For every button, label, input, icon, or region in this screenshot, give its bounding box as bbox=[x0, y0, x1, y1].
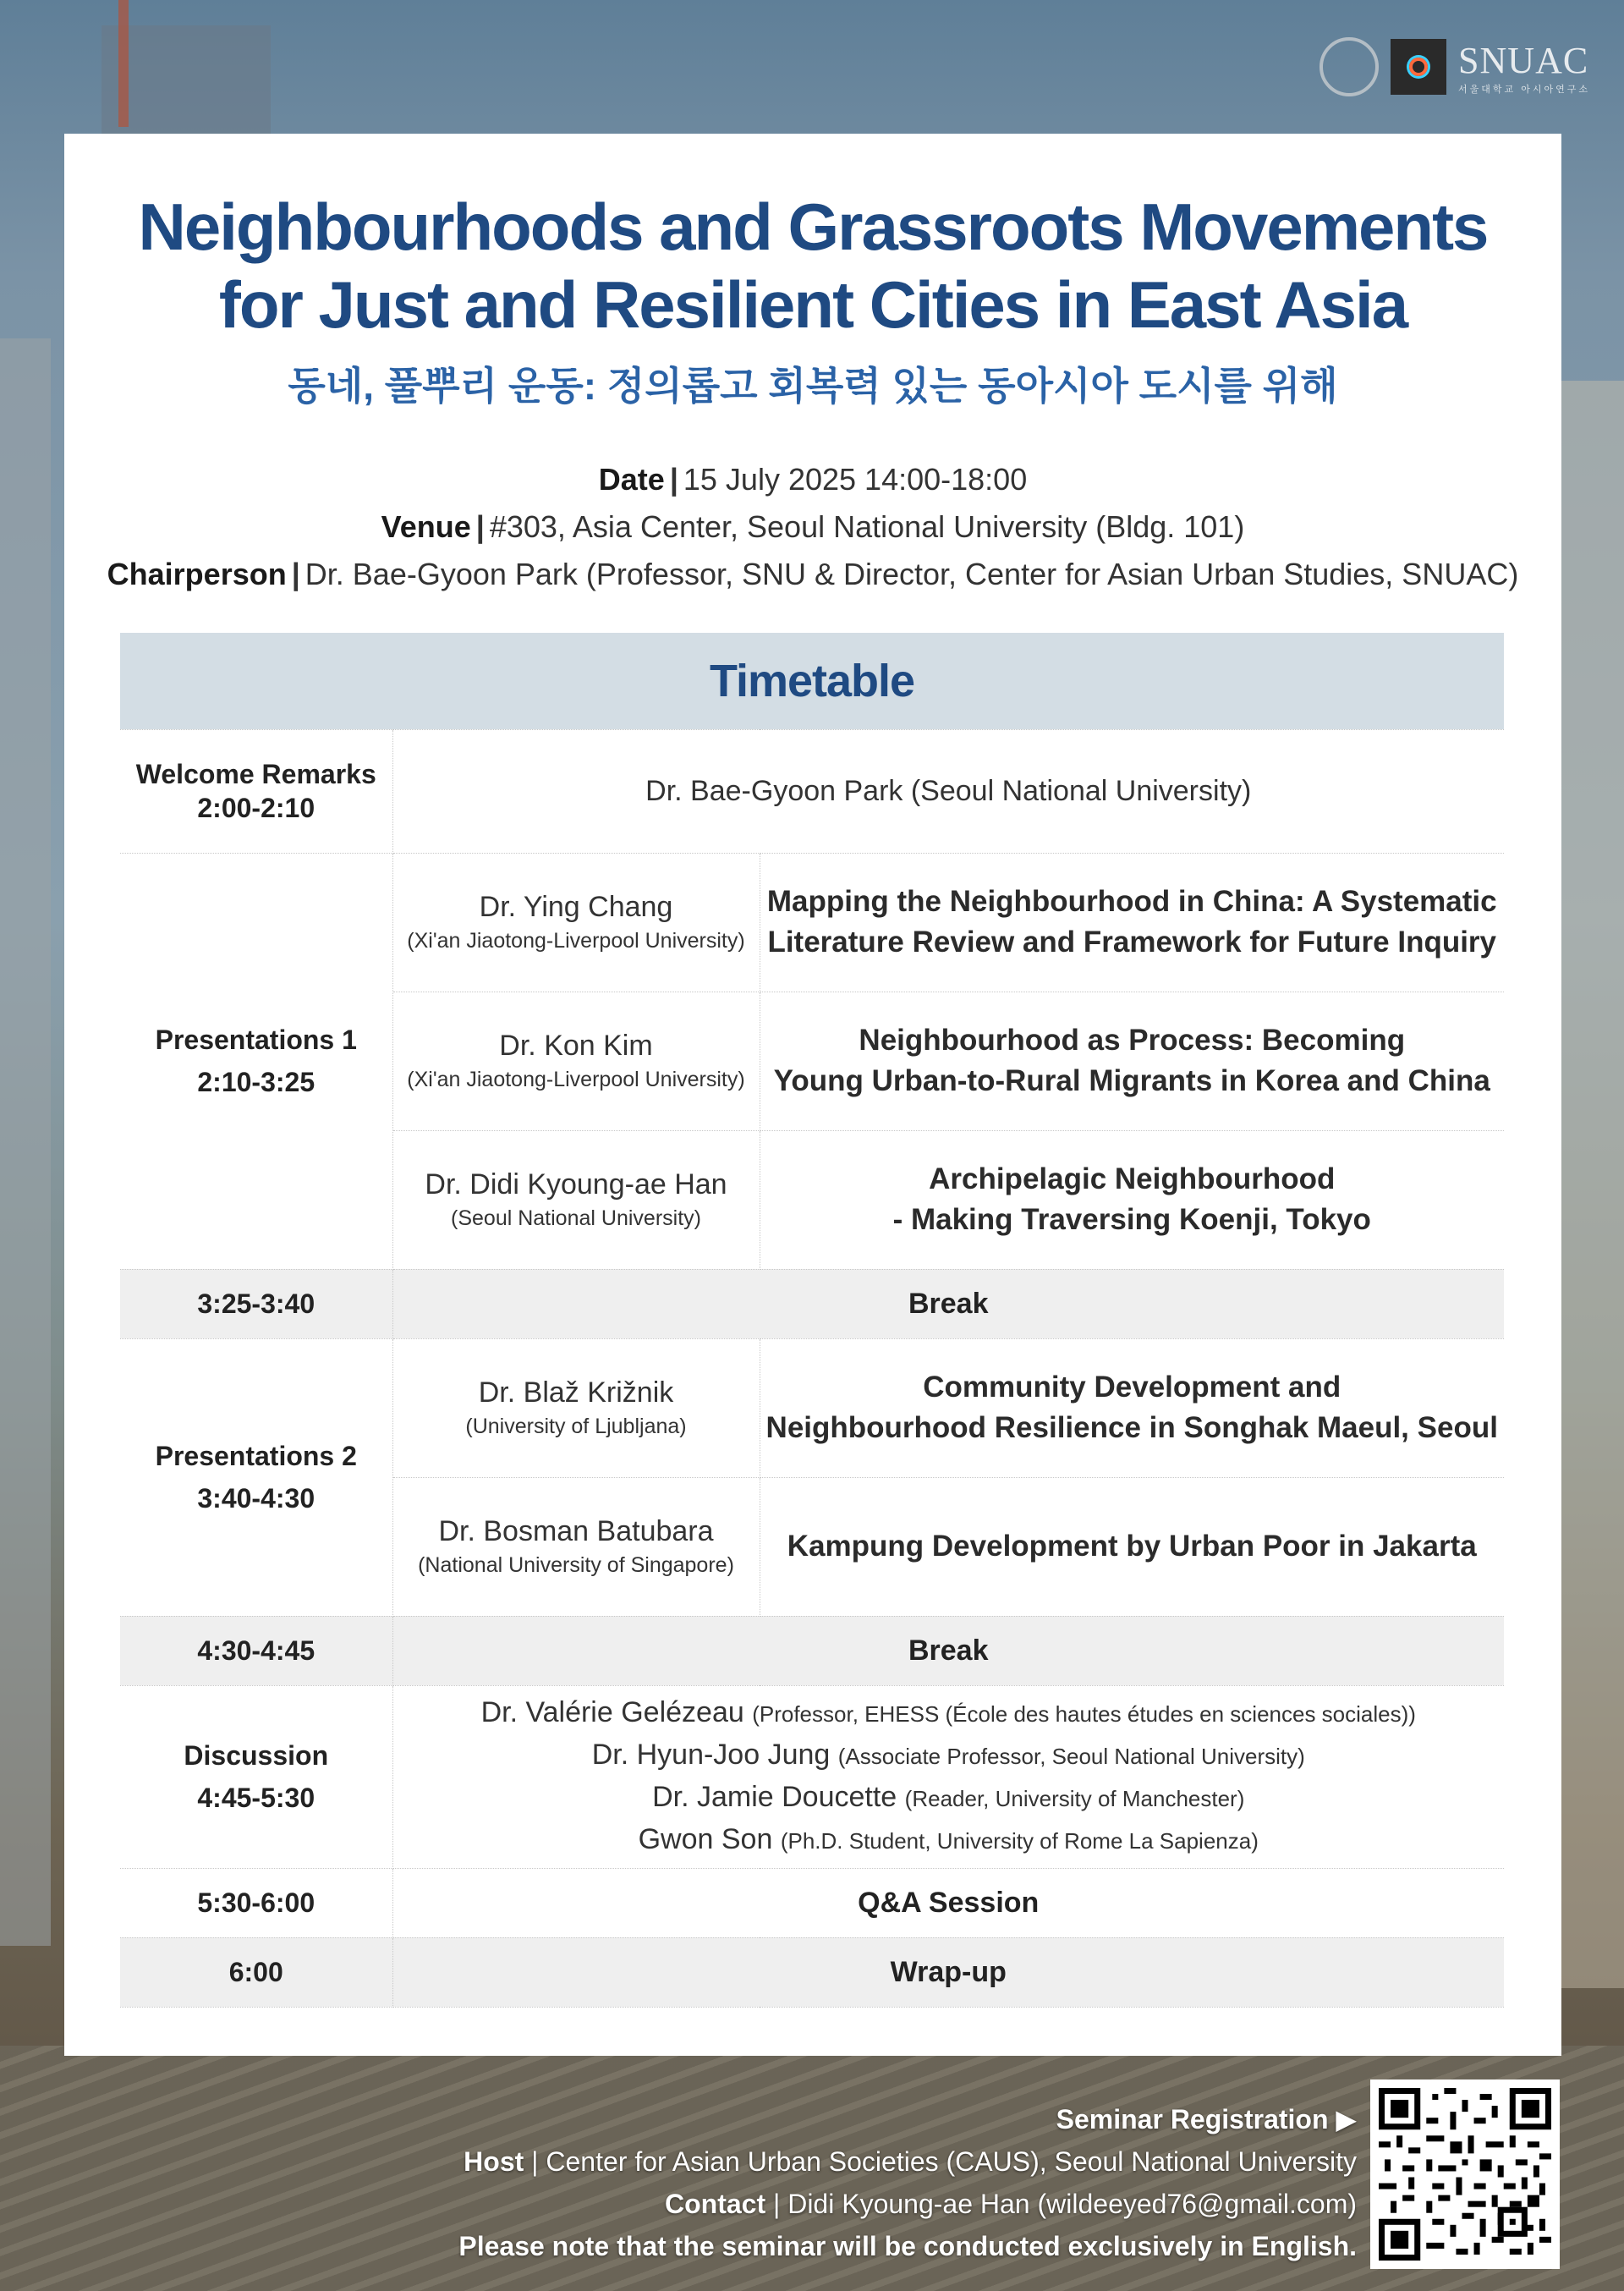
discussant bbox=[393, 1819, 1505, 1861]
date-value: 15 July 2025 14:00-18:00 bbox=[683, 462, 1028, 497]
date-label: Date bbox=[598, 462, 665, 497]
snuac-wordmark bbox=[1458, 39, 1590, 96]
discussant-role: (Reader, University of Manchester) bbox=[904, 1786, 1245, 1811]
contact-label: Contact bbox=[665, 2189, 766, 2219]
timetable bbox=[120, 633, 1504, 2008]
venue-label: Venue bbox=[381, 509, 471, 544]
table-row-wrap-up bbox=[120, 1937, 1504, 2007]
table-row-break-1 bbox=[120, 1269, 1504, 1338]
presentations-1-time-cell bbox=[120, 853, 392, 1269]
chairperson-line bbox=[64, 557, 1561, 592]
presentations-2-time-cell bbox=[120, 1338, 392, 1616]
discussion-time: 4:45-5:30 bbox=[197, 1783, 315, 1813]
discussant bbox=[393, 1734, 1505, 1777]
host-line: Host | Center for Asian Urban Societies (CAUS), Seoul National University bbox=[464, 2146, 1357, 2177]
speaker-affiliation: (University of Ljubljana) bbox=[465, 1415, 687, 1438]
talk-title-line: Community Development and bbox=[923, 1371, 1341, 1404]
discussion-label: Discussion bbox=[184, 1740, 329, 1771]
speaker-cell bbox=[392, 1477, 760, 1616]
logo-group bbox=[1320, 37, 1590, 96]
presentations-2-label: Presentations 2 bbox=[155, 1441, 357, 1471]
speaker-name: Dr. Bosman Batubara bbox=[438, 1515, 714, 1547]
speaker-name: Dr. Kon Kim bbox=[499, 1030, 653, 1062]
language-note-text: Please note that the seminar will be conducted exclusively in English. bbox=[458, 2231, 1357, 2261]
snuac-subtext: 서울대학교 아시아연구소 bbox=[1458, 84, 1590, 95]
page-title bbox=[64, 188, 1561, 343]
speaker-cell bbox=[392, 1338, 760, 1477]
qr-code-graphic bbox=[1379, 2088, 1551, 2261]
discussant bbox=[393, 1777, 1505, 1819]
break-1-time: 3:25-3:40 bbox=[120, 1269, 392, 1338]
background-building-left bbox=[0, 338, 51, 1946]
contact-value[interactable]: Didi Kyoung-ae Han (wildeeyed76@gmail.com) bbox=[787, 2189, 1357, 2219]
table-row bbox=[120, 853, 1504, 992]
qa-time: 5:30-6:00 bbox=[120, 1868, 392, 1937]
talk-title-line: Kampung Development by Urban Poor in Jakarta bbox=[787, 1530, 1477, 1563]
discussant-role: (Associate Professor, Seoul National University) bbox=[837, 1744, 1305, 1769]
talk-title-line: - Making Traversing Koenji, Tokyo bbox=[892, 1203, 1371, 1236]
poster-card bbox=[64, 134, 1561, 2056]
break-2-time: 4:30-4:45 bbox=[120, 1616, 392, 1685]
welcome-time-cell bbox=[120, 729, 392, 853]
talk-title-line: Mapping the Neighbourhood in China: A Systematic bbox=[766, 885, 1497, 918]
speaker-affiliation: (Xi'an Jiaotong-Liverpool University) bbox=[407, 1068, 745, 1091]
table-row bbox=[120, 1338, 1504, 1477]
title-line-2: for Just and Resilient Cities in East Asia bbox=[218, 267, 1407, 342]
table-row-discussion bbox=[120, 1685, 1504, 1868]
footer bbox=[458, 2098, 1357, 2267]
talk-title bbox=[760, 853, 1504, 992]
separator: | bbox=[291, 557, 300, 591]
host-label: Host bbox=[464, 2146, 524, 2177]
discussant-role: (Professor, EHESS (École des hautes études en sciences sociales)) bbox=[752, 1701, 1416, 1727]
language-note bbox=[458, 2225, 1357, 2267]
discussants-cell bbox=[392, 1685, 1504, 1868]
qr-code-icon[interactable] bbox=[1370, 2079, 1560, 2269]
title-line-1: Neighbourhoods and Grassroots Movements bbox=[138, 190, 1488, 264]
talk-title-line: Neighbourhood Resilience in Songhak Maeul, Seoul bbox=[765, 1411, 1498, 1444]
talk-title-line: Archipelagic Neighbourhood bbox=[929, 1162, 1336, 1195]
table-row-break-2 bbox=[120, 1616, 1504, 1685]
talk-title bbox=[760, 1477, 1504, 1616]
talk-title-line: Young Urban-to-Rural Migrants in Korea and China bbox=[773, 1064, 1490, 1097]
separator: | bbox=[669, 462, 678, 497]
break-2-label: Break bbox=[392, 1616, 1504, 1685]
talk-title-line: Neighbourhood as Process: Becoming bbox=[859, 1024, 1406, 1057]
snuac-text: SNUAC bbox=[1458, 39, 1589, 81]
table-row-qa bbox=[120, 1868, 1504, 1937]
speaker-cell bbox=[392, 1130, 760, 1269]
discussion-time-cell bbox=[120, 1685, 392, 1868]
discussant-name: Dr. Valérie Gelézeau bbox=[480, 1696, 744, 1728]
speaker-affiliation: (Xi'an Jiaotong-Liverpool University) bbox=[407, 929, 745, 953]
speaker-affiliation: (National University of Singapore) bbox=[418, 1553, 734, 1577]
break-1-label: Break bbox=[392, 1269, 1504, 1338]
snu-seal-icon bbox=[1320, 37, 1379, 96]
speaker-name: Dr. Didi Kyoung-ae Han bbox=[425, 1168, 727, 1200]
speaker-cell bbox=[392, 853, 760, 992]
presentations-2-time: 3:40-4:30 bbox=[197, 1483, 315, 1514]
chair-value: Dr. Bae-Gyoon Park (Professor, SNU & Director, Center for Asian Urban Studies, SNUAC) bbox=[304, 557, 1519, 591]
contact-line: Contact | Didi Kyoung-ae Han (wildeeyed76@gmail.com) bbox=[665, 2189, 1357, 2219]
snuac-logo-icon bbox=[1391, 39, 1446, 95]
wrap-up-label: Wrap-up bbox=[392, 1937, 1504, 2007]
presentations-1-label: Presentations 1 bbox=[155, 1025, 357, 1055]
talk-title bbox=[760, 1338, 1504, 1477]
welcome-speaker: Dr. Bae-Gyoon Park (Seoul National University) bbox=[392, 729, 1504, 853]
discussant bbox=[393, 1692, 1505, 1734]
talk-title-line: Literature Review and Framework for Future Inquiry bbox=[767, 926, 1497, 959]
welcome-label: Welcome Remarks bbox=[135, 759, 376, 789]
talk-title bbox=[760, 992, 1504, 1130]
welcome-time: 2:00-2:10 bbox=[197, 793, 315, 823]
registration-label[interactable]: Seminar Registration ▶ bbox=[1056, 2104, 1357, 2134]
qa-label: Q&A Session bbox=[392, 1868, 1504, 1937]
wrap-up-time: 6:00 bbox=[120, 1937, 392, 2007]
presentations-1-time: 2:10-3:25 bbox=[197, 1067, 315, 1097]
venue-line bbox=[64, 509, 1561, 545]
speaker-name: Dr. Ying Chang bbox=[479, 891, 673, 923]
chair-label: Chairperson bbox=[107, 557, 287, 591]
background-building-right bbox=[1556, 381, 1624, 1988]
registration-link[interactable] bbox=[458, 2098, 1357, 2140]
discussant-name: Gwon Son bbox=[638, 1823, 773, 1855]
discussant-name: Dr. Jamie Doucette bbox=[652, 1781, 897, 1813]
speaker-affiliation: (Seoul National University) bbox=[451, 1206, 701, 1230]
date-line bbox=[64, 462, 1561, 497]
speaker-name: Dr. Blaž Križnik bbox=[478, 1376, 674, 1409]
separator: | bbox=[475, 509, 485, 544]
venue-value: #303, Asia Center, Seoul National University (Bldg. 101) bbox=[489, 509, 1245, 544]
host-value: Center for Asian Urban Societies (CAUS), Seoul National University bbox=[546, 2146, 1357, 2177]
background-crane bbox=[118, 0, 129, 127]
talk-title bbox=[760, 1130, 1504, 1269]
discussant-name: Dr. Hyun-Joo Jung bbox=[591, 1739, 831, 1771]
korean-subtitle: 동네, 풀뿌리 운동: 정의롭고 회복력 있는 동아시아 도시를 위해 bbox=[288, 364, 1338, 408]
timetable-heading: Timetable bbox=[120, 633, 1504, 729]
discussant-role: (Ph.D. Student, University of Rome La Sapienza) bbox=[780, 1828, 1259, 1854]
table-row-welcome bbox=[120, 729, 1504, 853]
speaker-cell bbox=[392, 992, 760, 1130]
